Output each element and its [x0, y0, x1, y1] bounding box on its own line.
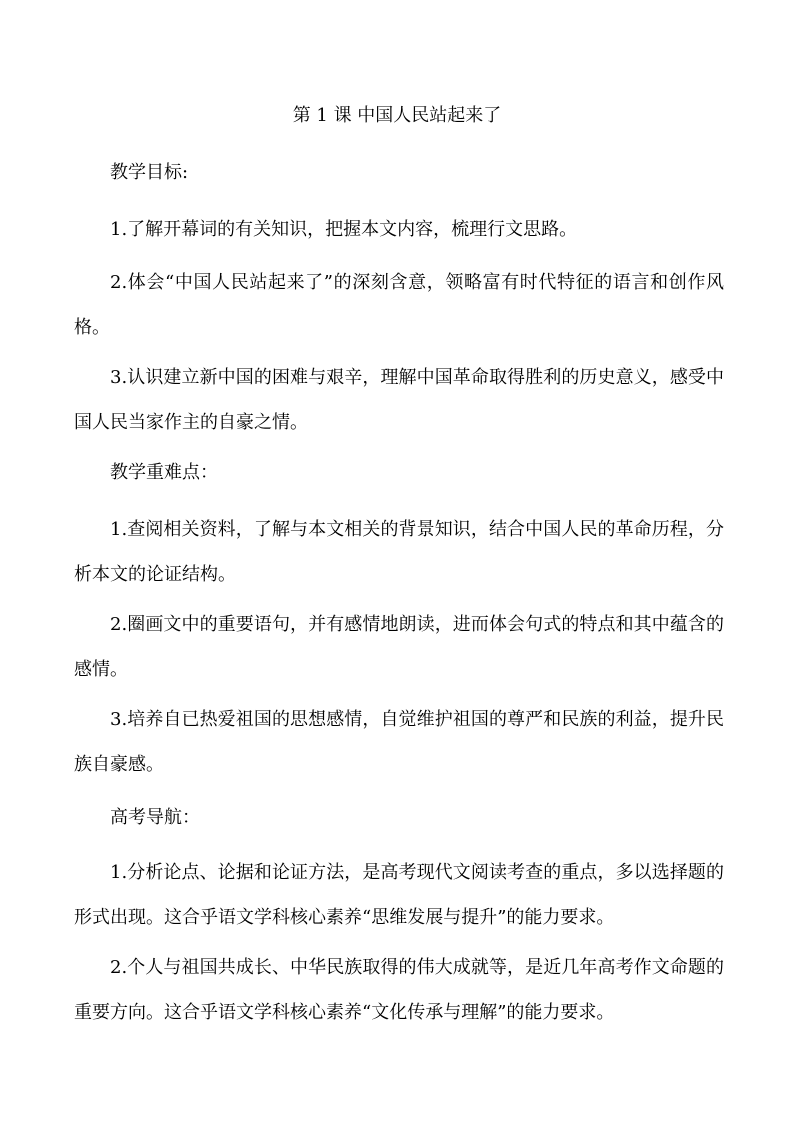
- teaching-goal-item: 2.体会“中国人民站起来了”的深刻含意，领略富有时代特征的语言和创作风格。: [74, 272, 724, 338]
- section-heading-exam-guide: 高考导航：: [110, 807, 200, 828]
- section-heading-teaching-goals: 教学目标:: [110, 162, 189, 183]
- lesson-title: 第 1 课 中国人民站起来了: [292, 105, 502, 126]
- section-heading-key-points: 教学重难点：: [110, 462, 218, 483]
- key-point-item: 1.查阅相关资料，了解与本文相关的背景知识，结合中国人民的革命历程，分析本文的论证结构。: [74, 519, 724, 585]
- teaching-goal-item: 3.认识建立新中国的困难与艰辛，理解中国革命取得胜利的历史意义，感受中国人民当家作主的自豪之情。: [74, 367, 724, 433]
- exam-guide-item: 2.个人与祖国共成长、中华民族取得的伟大成就等，是近几年高考作文命题的重要方向。这合乎语文学科核心素养“文化传承与理解”的能力要求。: [74, 957, 724, 1023]
- key-point-item: 2.圈画文中的重要语句，并有感情地朗读，进而体会句式的特点和其中蕴含的感情。: [74, 614, 724, 680]
- key-point-item: 3.培养自已热爱祖国的思想感情，自觉维护祖国的尊严和民族的利益，提升民族自豪感。: [74, 709, 724, 775]
- exam-guide-item: 1.分析论点、论据和论证方法，是高考现代文阅读考查的重点，多以选择题的形式出现。这合乎语文学科核心素养“思维发展与提升”的能力要求。: [74, 862, 724, 928]
- teaching-goal-item: 1.了解开幕词的有关知识，把握本文内容，梳理行文思路。: [110, 219, 578, 240]
